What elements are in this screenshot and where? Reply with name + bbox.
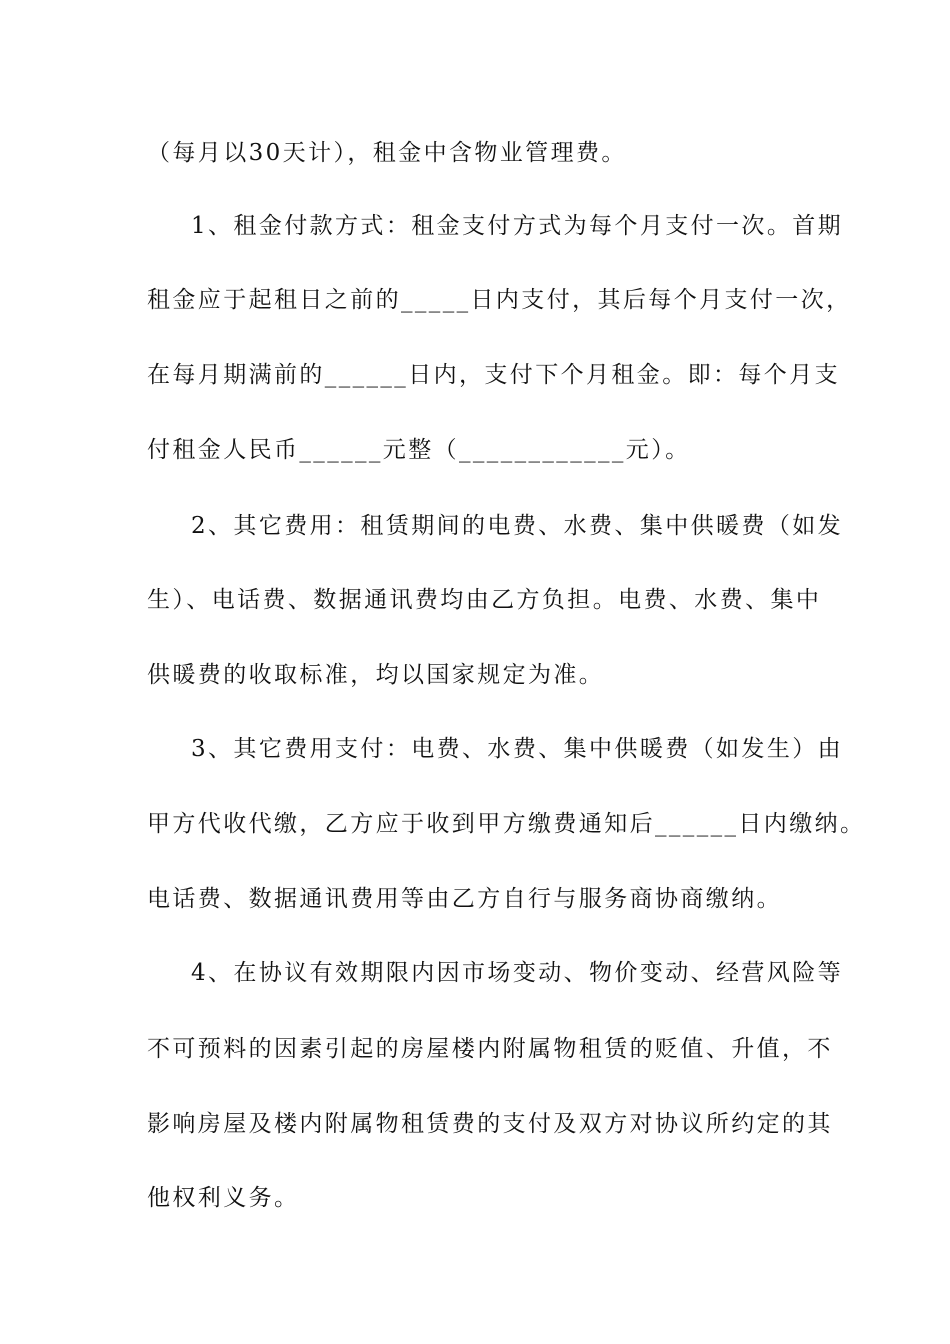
text-line: 生）、电话费、数据通讯费均由乙方负担。电费、水费、集中 — [147, 587, 822, 613]
paragraph-4-heading-line: 4、在协议有效期限内因市场变动、物价变动、经营风险等 — [191, 960, 844, 986]
text-line: （每月以30天计），租金中含物业管理费。 — [147, 140, 627, 166]
text-line: 电话费、数据通讯费用等由乙方自行与服务商协商缴纳。 — [147, 886, 782, 912]
text-line: 不可预料的因素引起的房屋楼内附属物租赁的贬值、升值，不 — [147, 1036, 833, 1062]
paragraph-3-heading-line: 3、其它费用支付：电费、水费、集中供暖费（如发生）由 — [191, 736, 844, 762]
text-line: 付租金人民币______元整（____________元）。 — [147, 437, 691, 463]
text-line: 在每月期满前的______日内，支付下个月租金。即：每个月支 — [147, 362, 840, 388]
paragraph-1-heading-line: 1、租金付款方式：租金支付方式为每个月支付一次。首期 — [191, 213, 844, 239]
text-line: 甲方代收代缴，乙方应于收到甲方缴费通知后______日内缴纳。 — [147, 811, 866, 837]
paragraph-2-heading-line: 2、其它费用：租赁期间的电费、水费、集中供暖费（如发 — [191, 513, 844, 539]
text-line: 他权利义务。 — [147, 1185, 300, 1211]
text-line: 供暖费的收取标准，均以国家规定为准。 — [147, 662, 605, 688]
text-line: 影响房屋及楼内附属物租赁费的支付及双方对协议所约定的其 — [147, 1111, 833, 1137]
text-line: 租金应于起租日之前的_____日内支付，其后每个月支付一次， — [147, 287, 852, 313]
